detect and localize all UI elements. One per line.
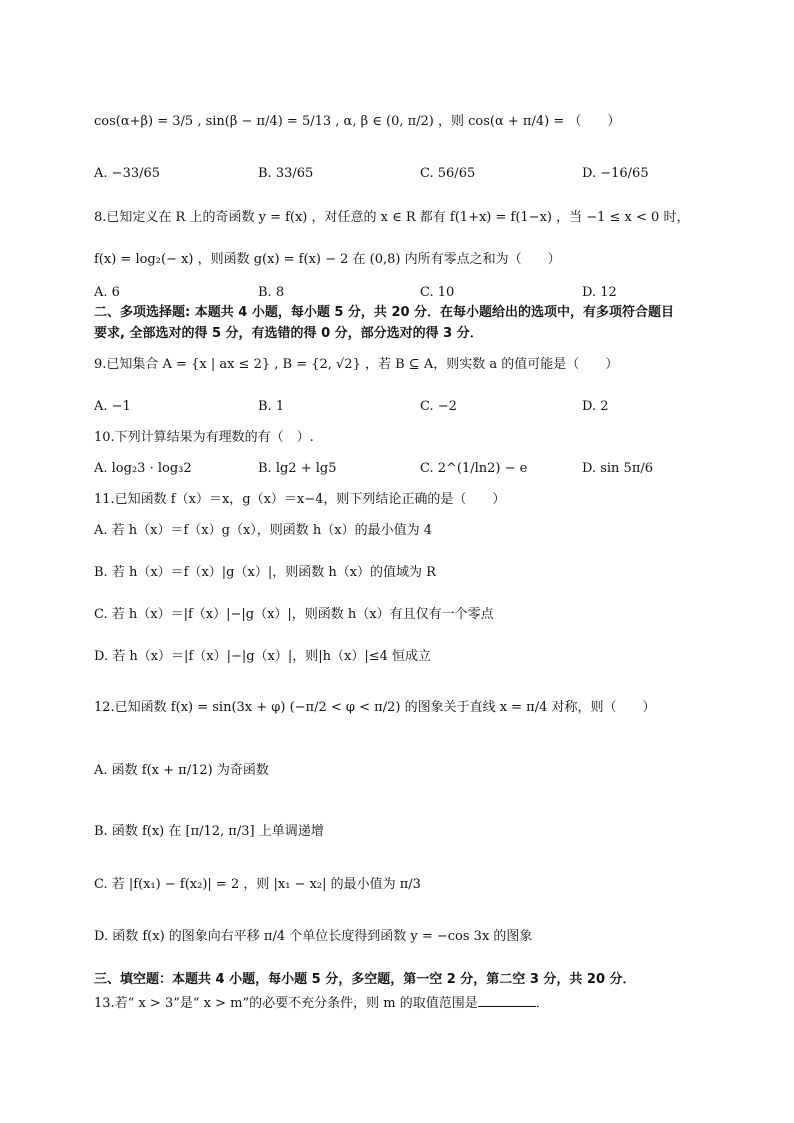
question-12-stem: 12.已知函数 f(x) = sin(3x + φ) (−π/2 < φ < π/2) 的图象关于直线 x = π/4 对称，则（ ） xyxy=(94,700,656,715)
section-2-heading-line-2: 要求, 全部选对的得 5 分，有选错的得 0 分，部分选对的得 3 分． xyxy=(94,326,483,341)
question-7-option-c: C. 56/65 xyxy=(420,166,476,181)
question-8-option-d: D. 12 xyxy=(582,285,617,300)
question-10-option-a: A. log₂3 · log₃2 xyxy=(94,461,192,476)
question-8-option-c: C. 10 xyxy=(420,285,455,300)
question-7-option-d: D. −16/65 xyxy=(582,166,649,181)
question-10-option-b: B. lg2 + lg5 xyxy=(258,461,337,476)
question-11-option-c: C. 若 h（x）＝|f（x）|−|g（x）|，则函数 h（x）有且仅有一个零点 xyxy=(94,607,494,622)
question-7-option-a: A. −33/65 xyxy=(94,166,161,181)
question-9-option-c: C. −2 xyxy=(420,399,457,414)
question-9-option-a: A. −1 xyxy=(94,399,131,414)
question-13-text: 13.若“ x > 3”是“ x > m”的必要不充分条件，则 m 的取值范围是 xyxy=(94,996,478,1011)
section-3-heading: 三、填空题：本题共 4 小题，每小题 5 分，多空题，第一空 2 分，第二空 3 分，共 20 分． xyxy=(94,972,636,987)
question-10-option-d: D. sin 5π/6 xyxy=(582,461,654,476)
question-8-option-a: A. 6 xyxy=(94,285,120,300)
question-12-option-c: C. 若 |f(x₁) − f(x₂)| = 2 ，则 |x₁ − x₂| 的最小值为 π/3 xyxy=(94,877,421,892)
question-11-option-a: A. 若 h（x）＝f（x）g（x），则函数 h（x）的最小值为 4 xyxy=(94,523,433,538)
question-13-stem: 13.若“ x > 3”是“ x > m”的必要不充分条件，则 m 的取值范围是 ． xyxy=(94,992,704,1014)
question-11-stem: 11.已知函数 f（x）＝x，g（x）＝x−4，则下列结论正确的是（ ） xyxy=(94,492,506,507)
question-12-option-a: A. 函数 f(x + π/12) 为奇函数 xyxy=(94,763,269,778)
question-12-option-d: D. 函数 f(x) 的图象向右平移 π/4 个单位长度得到函数 y = −cos 3x 的图象 xyxy=(94,929,533,944)
question-8-option-b: B. 8 xyxy=(258,285,285,300)
question-8-line-1: 8.已知定义在 R 上的奇函数 y = f(x) ，对任意的 x ∈ R 都有 f(1+x) = f(1−x) ，当 −1 ≤ x < 0 时， xyxy=(94,210,690,225)
question-11-option-b: B. 若 h（x）＝f（x）|g（x）|，则函数 h（x）的值域为 R xyxy=(94,565,436,580)
question-10-option-c: C. 2^(1/ln2) − e xyxy=(420,461,528,476)
section-2-heading-line-1: 二、多项选择题: 本题共 4 小题，每小题 5 分，共 20 分．在每小题给出的选项中，有多项符合题目 xyxy=(94,305,675,320)
question-7-formula: cos(α+β) = 3/5 , sin(β − π/4) = 5/13 , α, β ∈ (0, π/2) ，则 cos(α + π/4) = （ ） xyxy=(94,114,621,129)
question-7-option-b: B. 33/65 xyxy=(258,166,314,181)
question-9-stem: 9.已知集合 A = {x | ax ≤ 2} , B = {2, √2} ，若 B ⊆ A，则实数 a 的值可能是（ ） xyxy=(94,357,619,372)
question-11-option-d: D. 若 h（x）＝|f（x）|−|g（x）|，则|h（x）|≤4 恒成立 xyxy=(94,649,432,664)
question-13-answer-blank[interactable] xyxy=(478,992,536,1007)
question-9-option-d: D. 2 xyxy=(582,399,609,414)
question-7-stem xyxy=(94,112,704,132)
question-8-line-2: f(x) = log₂(− x) ，则函数 g(x) = f(x) − 2 在 (0,8) 内所有零点之和为（ ） xyxy=(94,252,561,267)
question-9-option-b: B. 1 xyxy=(258,399,285,414)
question-10-stem: 10.下列计算结果为有理数的有（ ）. xyxy=(94,430,314,445)
question-12-option-b: B. 函数 f(x) 在 [π/12, π/3] 上单调递增 xyxy=(94,824,324,839)
